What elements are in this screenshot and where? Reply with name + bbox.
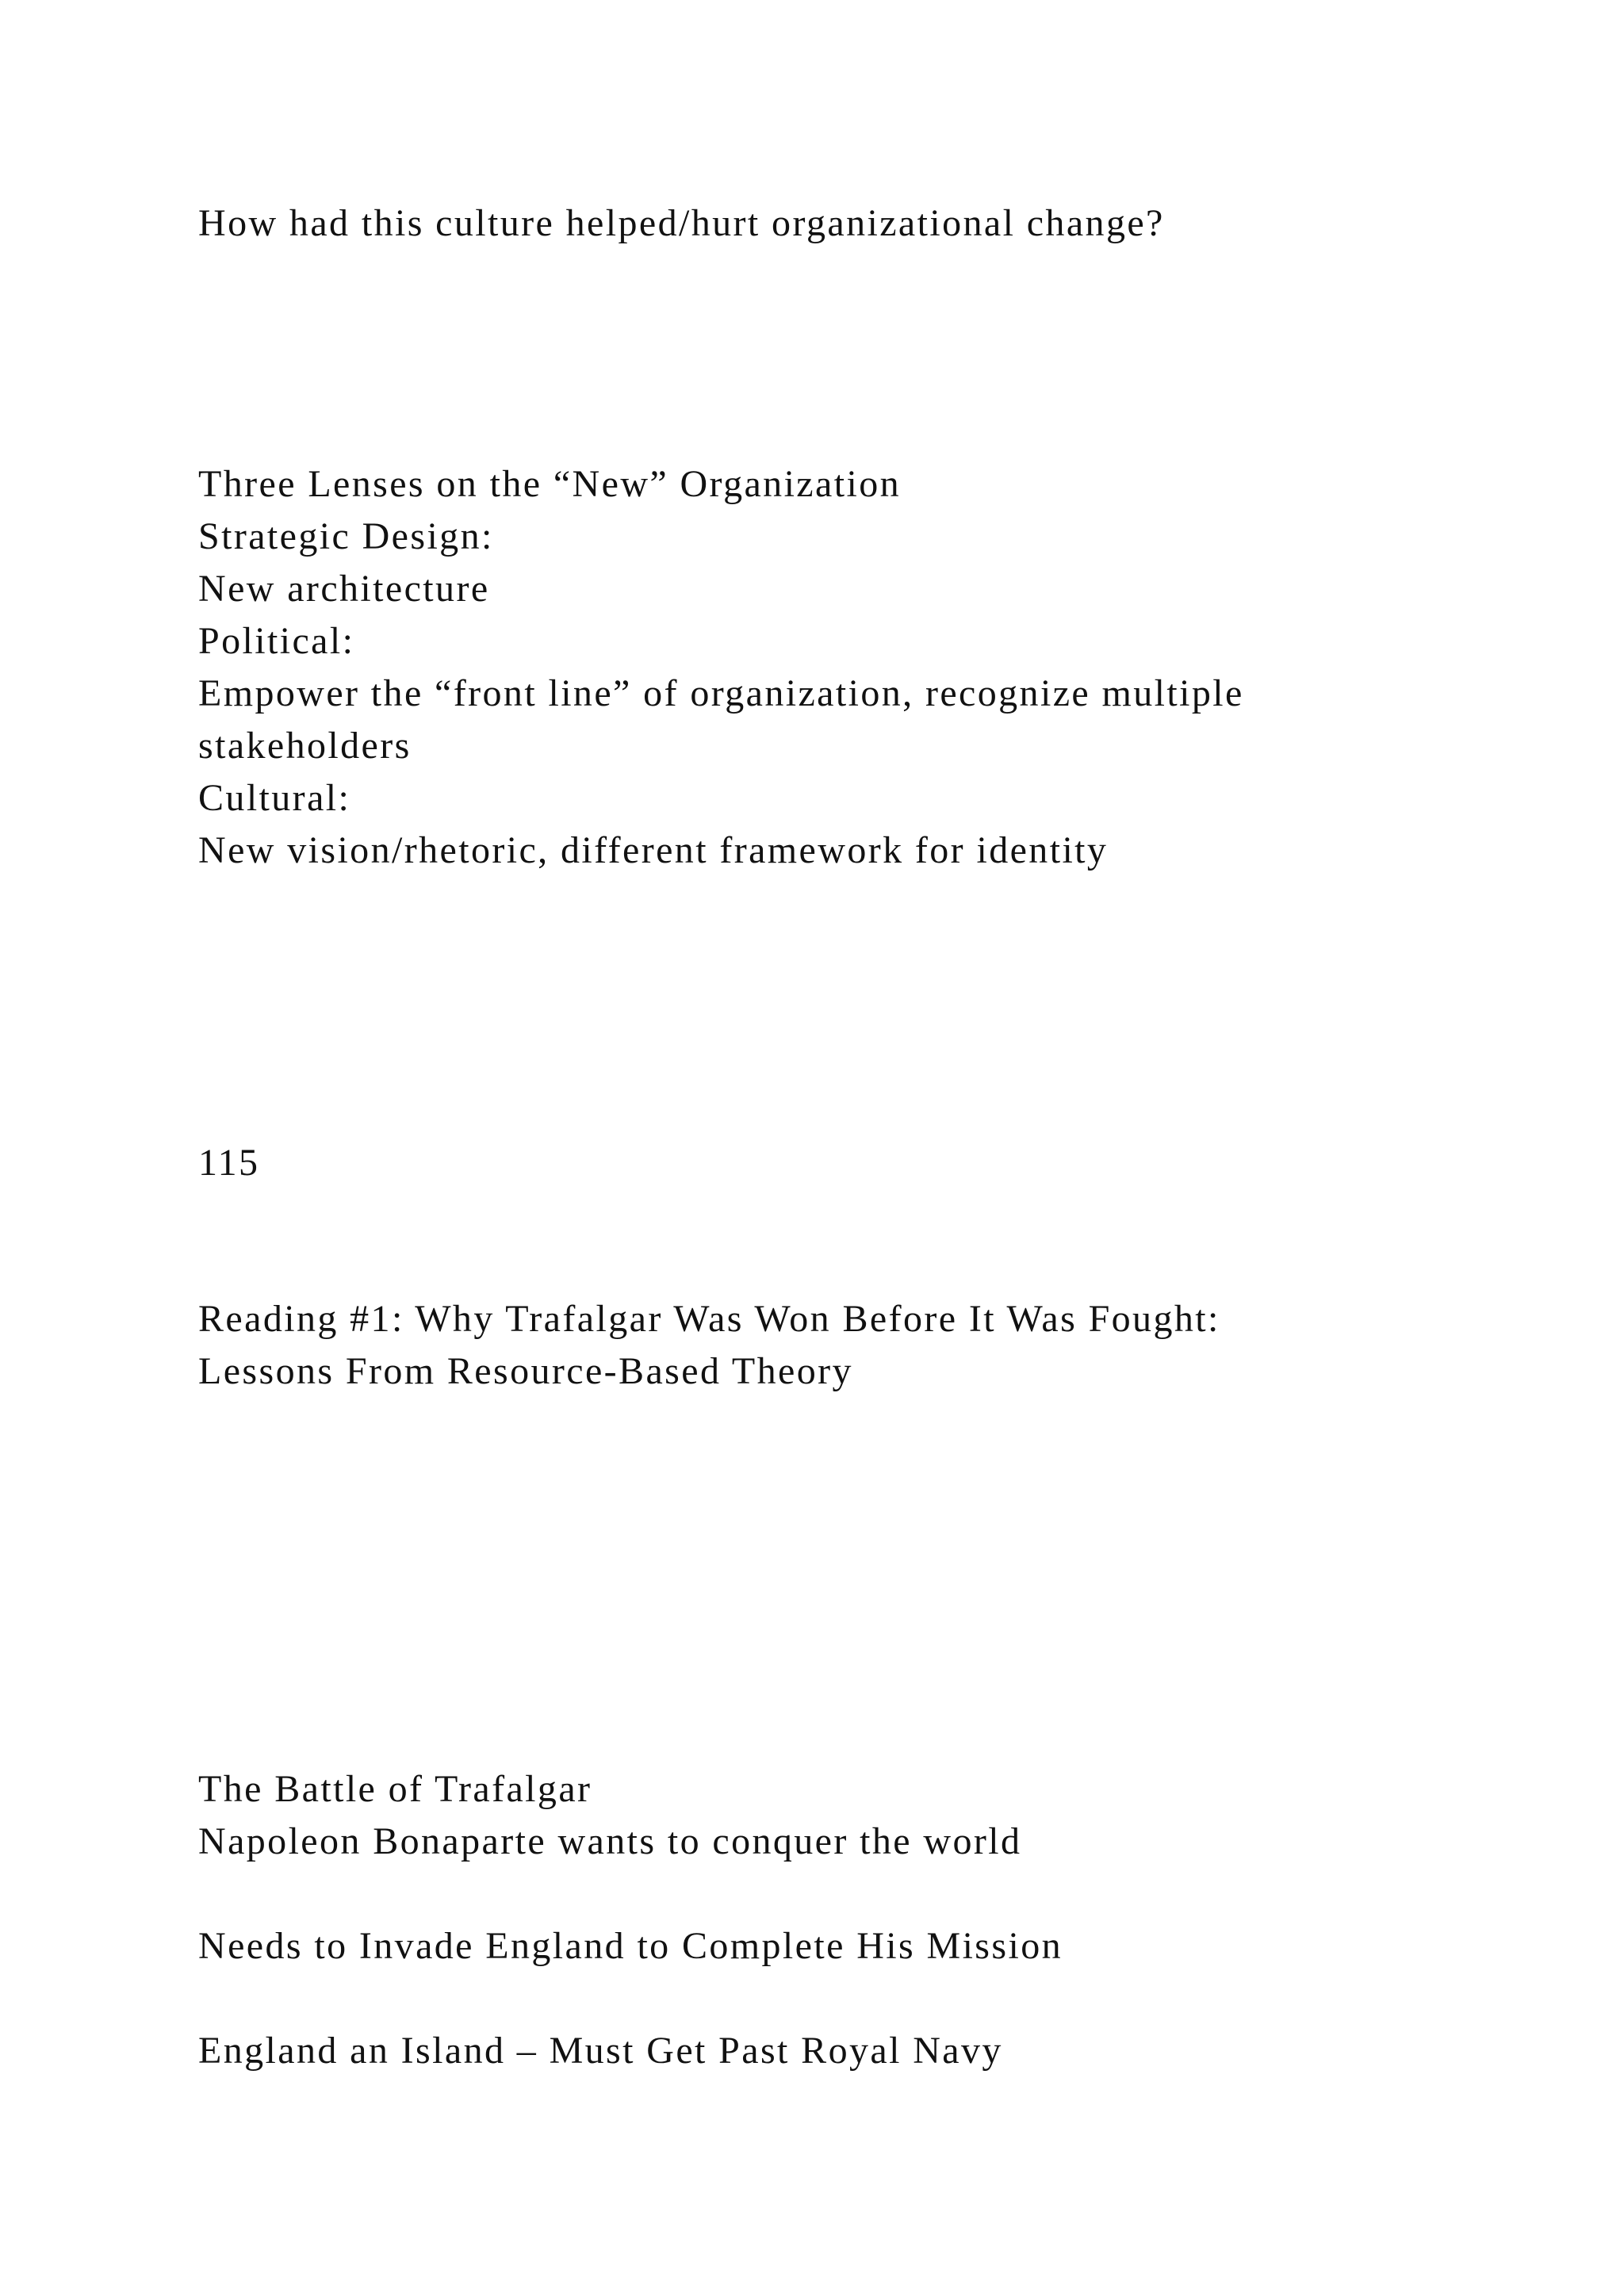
political-label: Political: [198, 620, 355, 662]
battle-point-1: Napoleon Bonaparte wants to conquer the world [198, 1820, 1022, 1862]
battle-point-2: Needs to Invade England to Complete His Mission [198, 1925, 1063, 1967]
battle-point-3: England an Island – Must Get Past Royal Navy [198, 2030, 1003, 2072]
reading-title-line-1: Reading #1: Why Trafalgar Was Won Before It Was Fought: [198, 1298, 1220, 1340]
strategic-design-text: New architecture [198, 568, 490, 610]
page-number: 115 [198, 1142, 260, 1184]
cultural-label: Cultural: [198, 777, 351, 819]
cultural-text: New vision/rhetoric, different framework for identity [198, 829, 1109, 871]
political-text-line-2: stakeholders [198, 725, 412, 767]
reading-title-line-2: Lessons From Resource-Based Theory [198, 1350, 853, 1392]
question-text: How had this culture helped/hurt organizational change? [198, 202, 1165, 244]
lenses-title: Three Lenses on the “New” Organization [198, 463, 901, 505]
battle-title: The Battle of Trafalgar [198, 1768, 592, 1810]
political-text-line-1: Empower the “front line” of organization, recognize multiple [198, 672, 1244, 714]
strategic-design-label: Strategic Design: [198, 515, 494, 557]
